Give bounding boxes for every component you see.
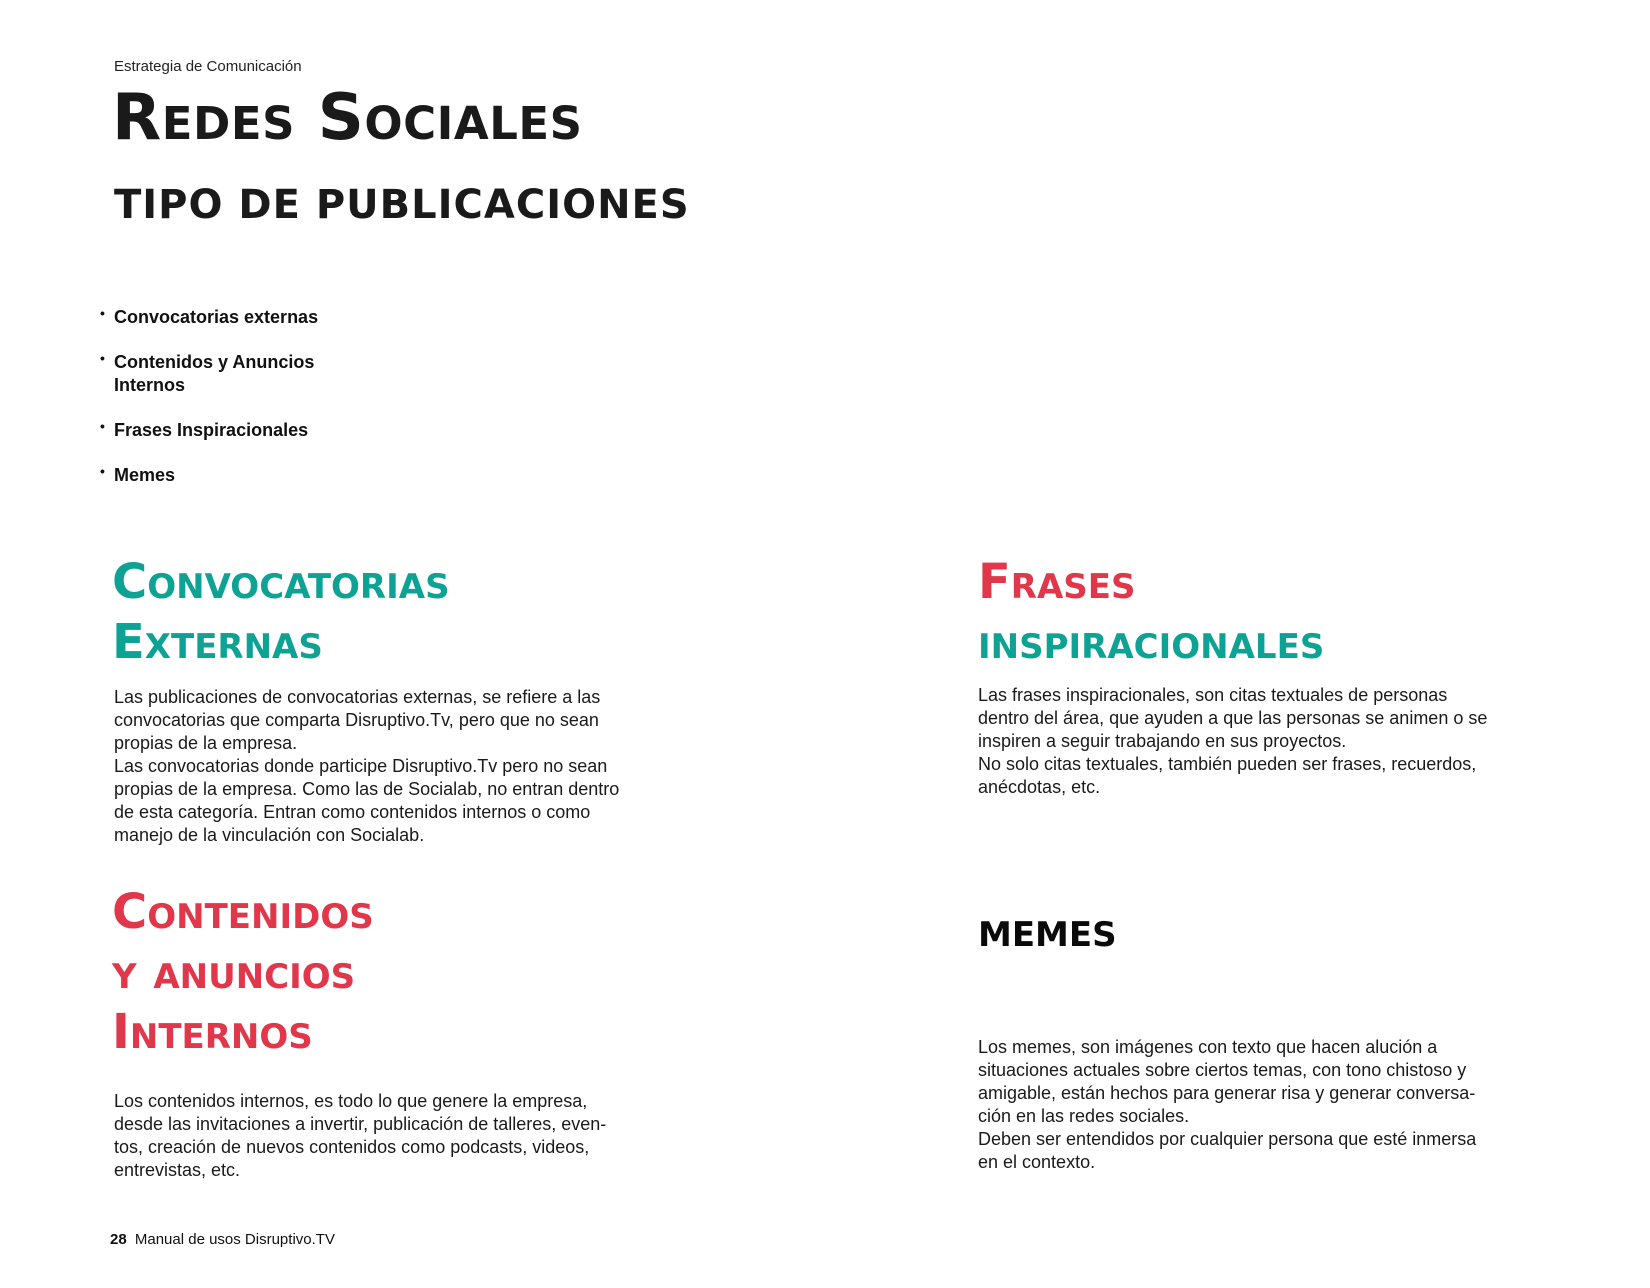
body-line: anécdotas, etc. [978,777,1101,797]
body-line: amigable, están hechos para generar risa y generar conversa- [978,1083,1476,1103]
body-line: de esta categoría. Entran como contenidos internos o como [114,802,591,822]
body-line: propias de la empresa. Como las de Socialab, no entran dentro [114,779,620,799]
section-title-convocatorias [112,552,450,672]
body-line: tos, creación de nuevos contenidos como podcasts, videos, [114,1137,590,1157]
body-line: en el contexto. [978,1152,1096,1172]
title-line: Internos [112,1004,313,1060]
body-line: Deben ser entendidos por cualquier persona que esté inmersa [978,1129,1477,1149]
body-line: Los contenidos internos, es todo lo que genere la empresa, [114,1091,588,1111]
page-subtitle: TIPO DE PUBLICACIONES [114,182,690,228]
section-body-contenidos [114,1090,674,1182]
body-line: entrevistas, etc. [114,1160,241,1180]
title-line: y anuncios [112,944,356,1000]
section-title-frases [978,552,1324,672]
page-number: 28 [110,1231,127,1248]
publication-types-list [100,306,344,509]
title-line: Frases [978,554,1136,610]
section-body-convocatorias [114,686,674,847]
page-footer [110,1231,335,1248]
body-line: convocatorias que comparta Disruptivo.Tv, pero que no sean [114,710,599,730]
body-line: dentro del área, que ayuden a que las personas se animen o se [978,708,1488,728]
section-body-memes [978,1036,1578,1174]
body-line: Las convocatorias donde participe Disruptivo.Tv pero no sean [114,756,608,776]
list-item: • Memes [100,464,344,487]
section-memes [978,900,1117,960]
title-line: Convocatorias [112,554,450,610]
body-line: Las frases inspiracionales, son citas textuales de personas [978,685,1448,705]
title-line: Externas [112,614,323,670]
body-line: manejo de la vinculación con Socialab. [114,825,425,845]
body-line: Las publicaciones de convocatorias externas, se refiere a las [114,687,601,707]
body-line: inspiren a seguir trabajando en sus proyectos. [978,731,1347,751]
body-line: propias de la empresa. [114,733,298,753]
body-line: Los memes, son imágenes con texto que hacen alución a [978,1037,1438,1057]
body-line: desde las invitaciones a invertir, publicación de talleres, even- [114,1114,607,1134]
body-line: No solo citas textuales, también pueden ser frases, recuerdos, [978,754,1477,774]
section-frases [978,552,1324,672]
section-title-memes [978,900,1117,960]
list-item: • Convocatorias externas [100,306,344,329]
section-convocatorias [112,552,450,672]
title-line: memes [978,902,1117,958]
section-contenidos [112,882,374,1062]
list-item: • Contenidos y Anuncios Internos [100,351,344,397]
section-title-contenidos [112,882,374,1062]
section-body-frases [978,684,1578,799]
title-line: inspiracionales [978,614,1325,670]
eyebrow-label: Estrategia de Comunicación [114,58,302,75]
footer-text: Manual de usos Disruptivo.TV [134,1231,335,1248]
body-line: ción en las redes sociales. [978,1106,1190,1126]
title-line: Contenidos [112,884,374,940]
page-title: Redes Sociales [112,81,583,155]
list-item: • Frases Inspiracionales [100,419,344,442]
body-line: situaciones actuales sobre ciertos temas, con tono chistoso y [978,1060,1467,1080]
